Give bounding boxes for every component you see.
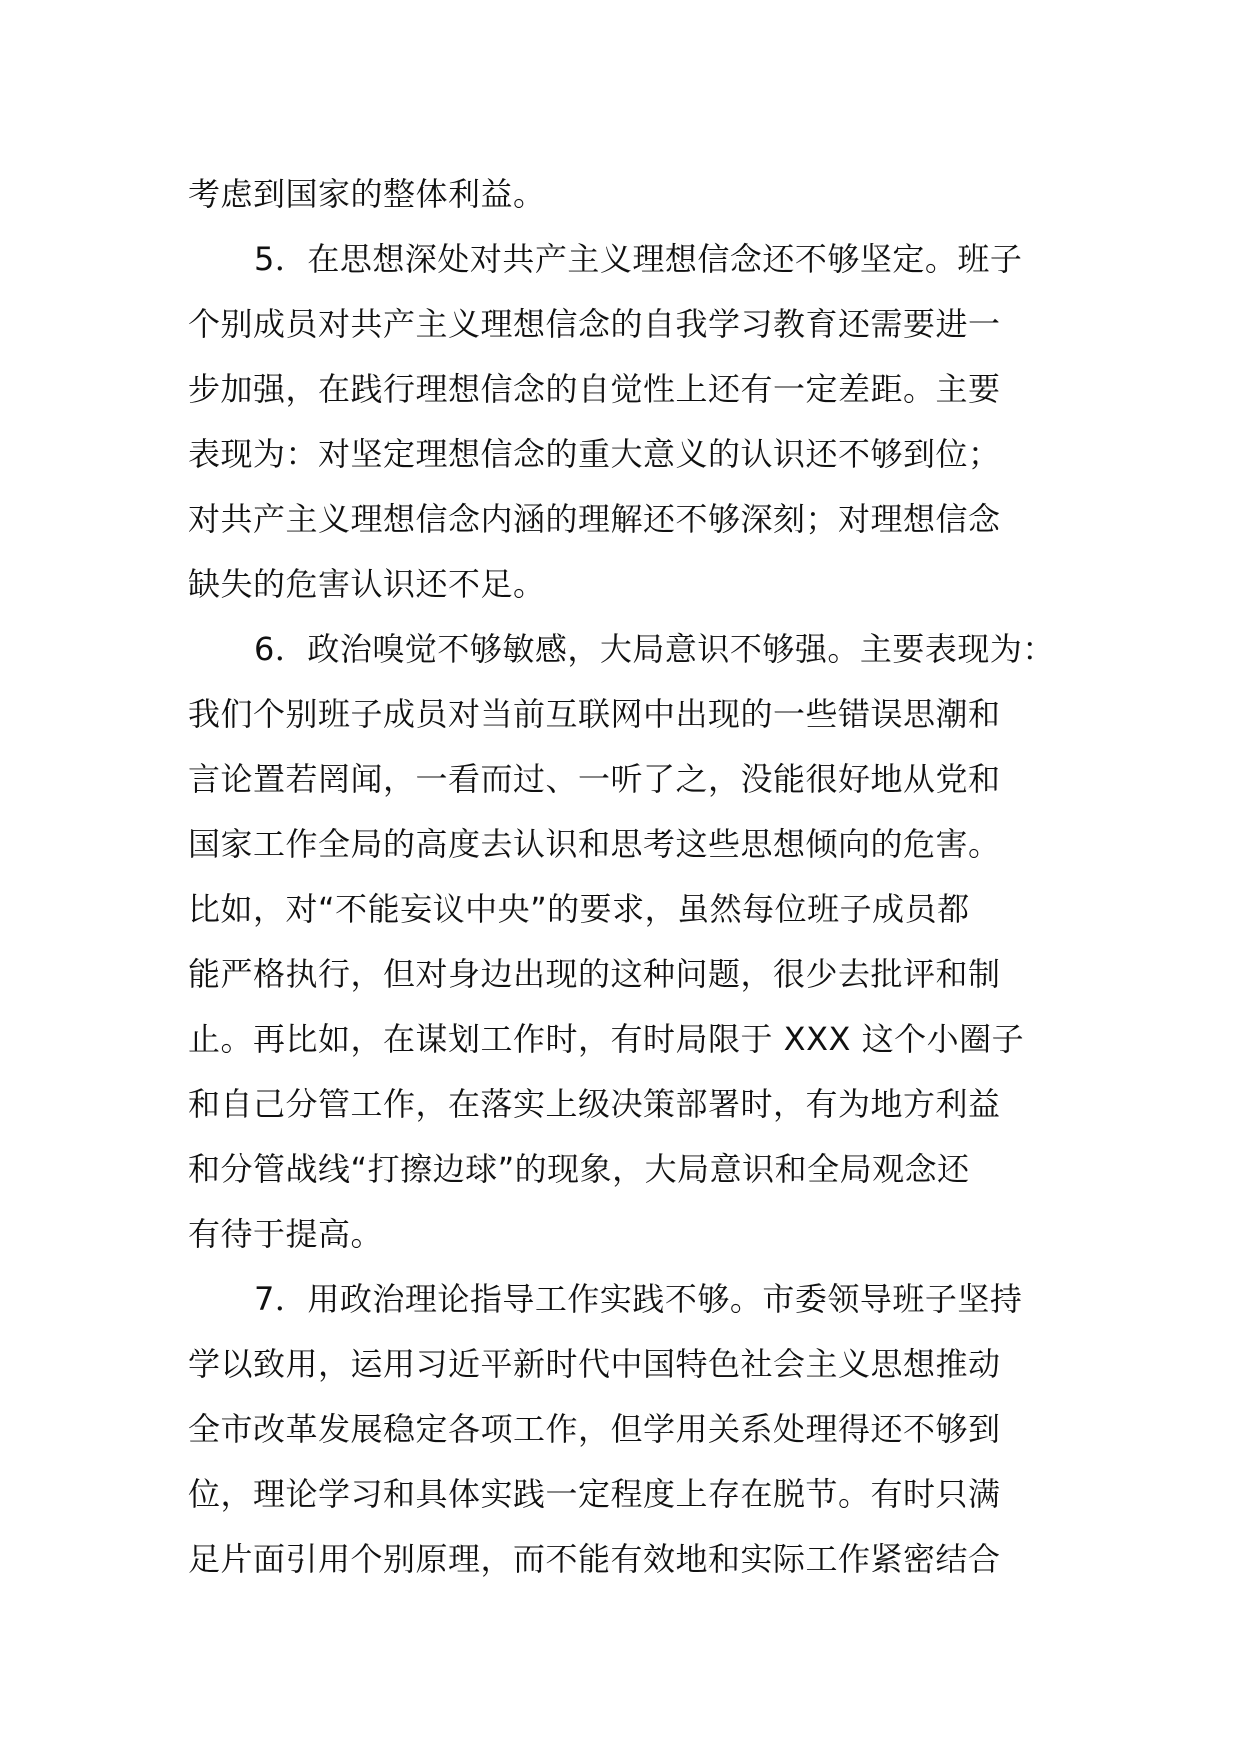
paragraph-7-start: 7．用政治理论指导工作实践不够。市委领导班子坚持 [254,1280,1023,1318]
body-text [188,162,1088,1592]
text-line: 言论置若罔闻，一看而过、一听了之，没能很好地从党和 [188,760,1001,798]
text-line: 比如，对“不能妄议中央”的要求，虽然每位班子成员都 [188,890,970,928]
text-line: 缺失的危害认识还不足。 [188,565,546,603]
text-line: 对共产主义理想信念内涵的理解还不够深刻；对理想信念 [188,500,1001,538]
text-line: 止。再比如，在谋划工作时，有时局限于 XXX 这个小圈子 [188,1020,1025,1058]
text-line: 足片面引用个别原理，而不能有效地和实际工作紧密结合 [188,1540,1001,1578]
text-line: 能严格执行，但对身边出现的这种问题，很少去批评和制 [188,955,1001,993]
paragraph-5-start: 5．在思想深处对共产主义理想信念还不够坚定。班子 [254,240,1023,278]
text-line: 和自己分管工作，在落实上级决策部署时，有为地方利益 [188,1085,1001,1123]
text-line: 有待于提高。 [188,1215,384,1253]
paragraph-6-start: 6．政治嗅觉不够敏感，大局意识不够强。主要表现为： [254,630,1055,668]
text-line: 表现为：对坚定理想信念的重大意义的认识还不够到位； [188,435,1001,473]
text-line: 我们个别班子成员对当前互联网中出现的一些错误思潮和 [188,695,1001,733]
text-line: 个别成员对共产主义理想信念的自我学习教育还需要进一 [188,305,1001,343]
text-line: 学以致用，运用习近平新时代中国特色社会主义思想推动 [188,1345,1001,1383]
text-line: 和分管战线“打擦边球”的现象，大局意识和全局观念还 [188,1150,970,1188]
text-line: 国家工作全局的高度去认识和思考这些思想倾向的危害。 [188,825,1001,863]
text-line: 全市改革发展稳定各项工作，但学用关系处理得还不够到 [188,1410,1001,1448]
text-line: 位，理论学习和具体实践一定程度上存在脱节。有时只满 [188,1475,1001,1513]
text-line: 考虑到国家的整体利益。 [188,175,546,213]
text-line: 步加强，在践行理想信念的自觉性上还有一定差距。主要 [188,370,1001,408]
